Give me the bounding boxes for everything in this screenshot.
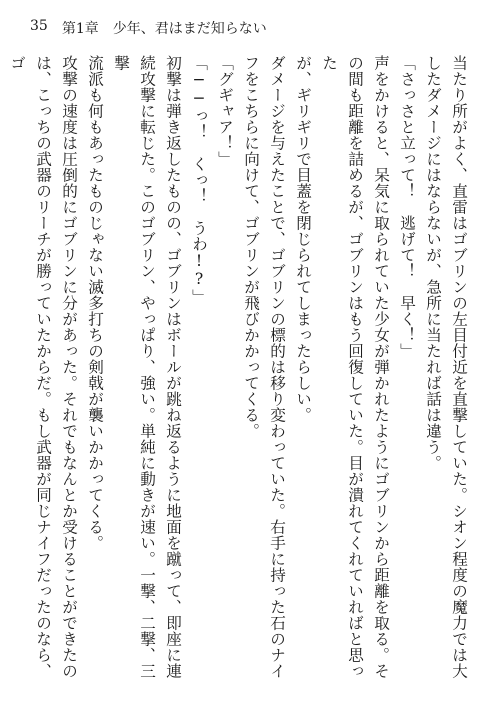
chapter-title: 第1章 少年、君はまだ知らない xyxy=(61,21,267,37)
text-line: 当たり所がよく、直雷はゴブリンの左目付近を直撃していた。シオン程度の魔力では大 xyxy=(450,55,468,679)
page-header xyxy=(30,18,267,38)
text-line: ダメージを与えたことで、ゴブリンの標的は移り変わっていた。右手に持った石のナイ xyxy=(268,55,286,679)
page-number: 35 xyxy=(30,18,48,34)
text-line: 攻撃の速度は圧倒的にゴブリンに分があった。それでもなんとか受けることができたの xyxy=(60,55,78,679)
text-line: したダメージにはならないが、急所に当たれば話は違う。 xyxy=(424,55,442,471)
text-line: フをこちらに向けて、ゴブリンが飛びかかってくる。 xyxy=(242,55,260,439)
text-line: は、こっちの武器のリーチが勝っていたからだ。もし武器が同じナイフだったのなら、ゴ xyxy=(8,55,52,679)
body-text xyxy=(8,55,472,680)
text-line: 「グギャア！」 xyxy=(216,55,234,167)
text-line: の間も距離を詰めるが、ゴブリンはもう回復していた。目が潰れてくれていればと思った xyxy=(320,55,364,679)
text-line xyxy=(0,55,4,680)
text-line: 続攻撃に転じた。このゴブリン、やっぱり、強い。単純に動きが速い。一撃、二撃、三撃 xyxy=(112,55,156,679)
text-line: 声をかけると、呆気に取られていた少女が弾かれたようにゴブリンから距離を取る。そ xyxy=(372,55,390,679)
text-line: 流派も何もあったものじゃない滅多打ちの剣戟が襲いかかってくる。 xyxy=(86,55,104,551)
text-line: 初撃は弾き返したものの、ゴブリンはボールが跳ね返るように地面を蹴って、即座に連 xyxy=(164,55,182,679)
text-line: 「──っ！ くっ！ うわ!?」 xyxy=(190,55,208,305)
text-line: 「さっさと立って！ 逃げて！ 早く！」 xyxy=(398,55,416,359)
text-line: が、ギリギリで目蓋を閉じられてしまったらしい。 xyxy=(294,55,312,423)
